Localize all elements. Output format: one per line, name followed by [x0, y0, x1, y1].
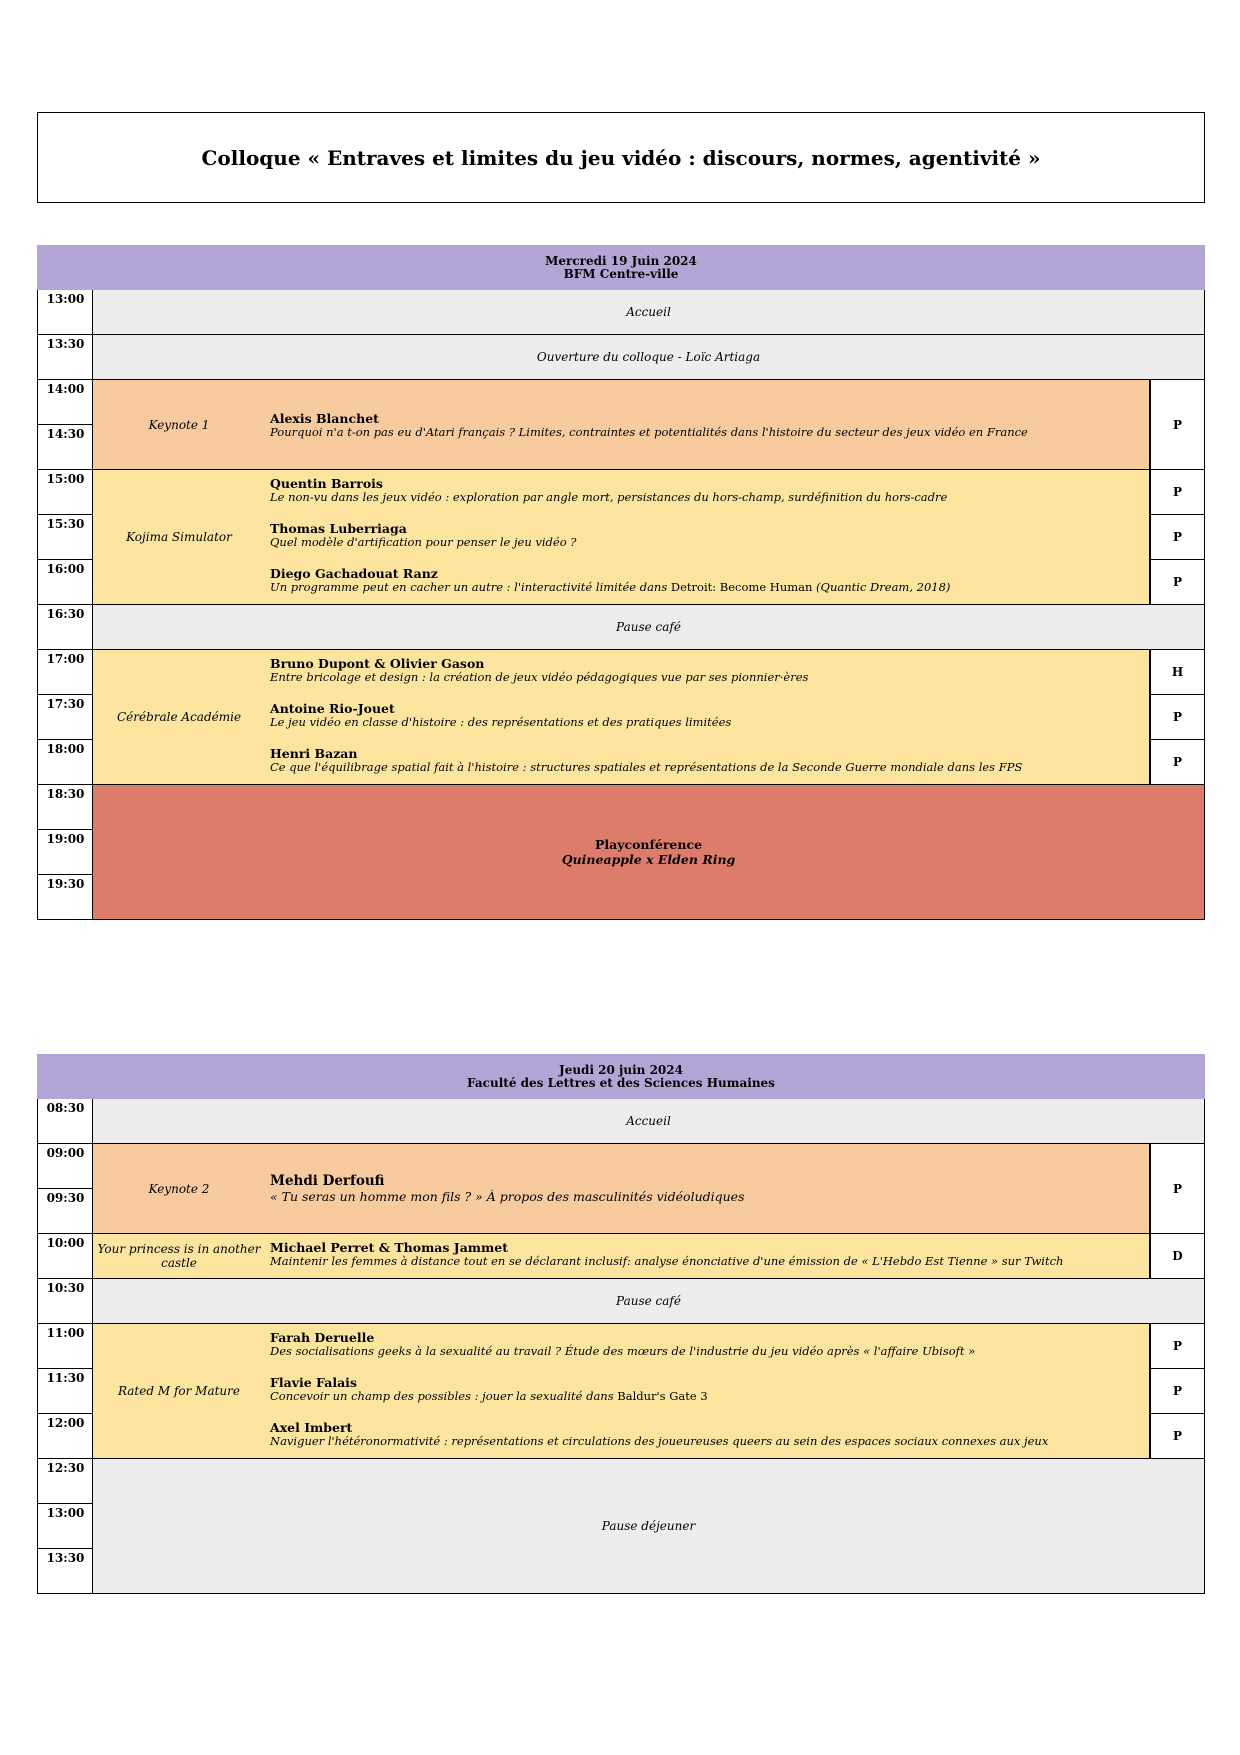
- time-slot: 13:00: [38, 290, 93, 335]
- format-code: P: [1150, 560, 1205, 605]
- speaker-name: Flavie Falais: [270, 1375, 357, 1390]
- time-slot: 10:30: [38, 1279, 93, 1324]
- time-slot: 18:30: [38, 785, 93, 830]
- time-slot: 15:30: [38, 515, 93, 560]
- day2-place: Faculté des Lettres et des Sciences Humaines: [467, 1075, 775, 1090]
- talk-item: [270, 1241, 1150, 1268]
- playconference-subtitle: Quineapple x Elden Ring: [561, 852, 736, 867]
- talk-item: [270, 412, 1150, 439]
- day1-time-column: [37, 290, 93, 920]
- time-slot: 17:30: [38, 695, 93, 740]
- talk-title-part: (Quantic Dream, 2018): [812, 580, 951, 594]
- format-code: P: [1150, 1324, 1205, 1369]
- day1-accueil: [93, 290, 1205, 335]
- time-slot: 18:00: [38, 740, 93, 785]
- day1-place: BFM Centre-ville: [563, 266, 679, 281]
- format-code: P: [1150, 1414, 1205, 1459]
- format-code: D: [1150, 1234, 1205, 1279]
- talk-title: Le jeu vidéo en classe d'histoire : des représentations et des pratiques limitées: [270, 715, 732, 729]
- day2-time-column: [37, 1099, 93, 1594]
- time-slot: 19:00: [38, 830, 93, 875]
- speaker-name: Michael Perret & Thomas Jammet: [270, 1240, 508, 1255]
- day2-keynote-block: [93, 1144, 1150, 1234]
- time-slot: 14:30: [38, 425, 93, 470]
- talk-item: [270, 747, 1150, 774]
- talk-item: [270, 1173, 1150, 1204]
- session-label: Cérébrale Académie: [116, 710, 242, 724]
- ouverture-label: Ouverture du colloque - Loïc Artiaga: [536, 350, 761, 364]
- time-slot: 13:30: [38, 335, 93, 380]
- format-code: P: [1150, 1144, 1205, 1234]
- time-slot: 12:30: [38, 1459, 93, 1504]
- game-title: Detroit: Become Human: [670, 580, 813, 594]
- talk-item: [270, 567, 1150, 594]
- talk-title: [270, 1390, 1150, 1403]
- accueil-label: Accueil: [626, 1114, 671, 1128]
- speaker-name: Mehdi Derfoufi: [270, 1173, 385, 1189]
- day2-header: [37, 1054, 1205, 1099]
- time-slot: 19:30: [38, 875, 93, 920]
- day2-accueil: [93, 1099, 1205, 1144]
- game-title: Baldur's Gate 3: [617, 1389, 708, 1403]
- pause-label: Pause café: [616, 620, 681, 634]
- speaker-name: Farah Deruelle: [270, 1330, 375, 1345]
- talk-title: Naviguer l'hétéronormativité : représentations et circulations des joueureuses queers au sein des espaces sociaux connexes aux jeux: [270, 1434, 1049, 1448]
- speaker-name: Diego Gachadouat Ranz: [270, 566, 438, 581]
- talk-title: Ce que l'équilibrage spatial fait à l'histoire : structures spatiales et représentations de la Seconde Guerre mondiale dans les FPS: [270, 760, 1023, 774]
- talk-title: Quel modèle d'artification pour penser le jeu vidéo ?: [270, 535, 577, 549]
- talk-title: [270, 581, 1150, 594]
- talk-item: [270, 657, 1150, 684]
- accueil-label: Accueil: [626, 305, 671, 319]
- speaker-name: Alexis Blanchet: [270, 411, 379, 426]
- time-slot: 16:30: [38, 605, 93, 650]
- speaker-name: Bruno Dupont & Olivier Gason: [270, 656, 485, 671]
- talk-title: Maintenir les femmes à distance tout en se déclarant inclusif: analyse énonciative d'une émission de « L'Hebdo Est Tienne » sur Twitch: [270, 1254, 1064, 1268]
- session-label: Keynote 1: [148, 417, 210, 432]
- session-label: Kojima Simulator: [126, 530, 232, 544]
- day2-session-princess: [93, 1234, 1150, 1279]
- speaker-name: Quentin Barrois: [270, 476, 383, 491]
- speaker-name: Thomas Luberriaga: [270, 521, 407, 536]
- format-code: H: [1150, 650, 1205, 695]
- day1-date: Mercredi 19 Juin 2024: [545, 253, 697, 268]
- format-code: P: [1150, 470, 1205, 515]
- talk-title: Entre bricolage et design : la création de jeux vidéo pédagogiques vue par ses pionnier·ères: [270, 670, 809, 684]
- document-title: Colloque « Entraves et limites du jeu vidéo : discours, normes, agentivité »: [37, 112, 1205, 203]
- talk-title: Pourquoi n'a t-on pas eu d'Atari français ? Limites, contraintes et potentialités dans l'histoire du secteur des jeux vidéo en France: [270, 425, 1028, 439]
- speaker-name: Axel Imbert: [270, 1420, 353, 1435]
- talk-item: [270, 477, 1150, 504]
- talk-item: [270, 1376, 1150, 1403]
- time-slot: 14:00: [38, 380, 93, 425]
- talk-title: Des socialisations geeks à la sexualité au travail ? Étude des mœurs de l'industrie du jeu vidéo après « l'affaire Ubisoft »: [270, 1344, 976, 1358]
- talk-title-part: Un programme peut en cacher un autre : l'interactivité limitée dans: [270, 580, 671, 594]
- day2-date: Jeudi 20 juin 2024: [559, 1062, 683, 1077]
- time-slot: 15:00: [38, 470, 93, 515]
- time-slot: 10:00: [38, 1234, 93, 1279]
- time-slot: 13:00: [38, 1504, 93, 1549]
- lunch-label: Pause déjeuner: [601, 1519, 696, 1533]
- day2-pause-cafe: [93, 1279, 1205, 1324]
- time-slot: 09:30: [38, 1189, 93, 1234]
- talk-item: [270, 1421, 1150, 1448]
- talk-title-part: Concevoir un champ des possibles : jouer la sexualité dans: [270, 1389, 618, 1403]
- day2-pause-dejeuner: [93, 1459, 1205, 1594]
- time-slot: 13:30: [38, 1549, 93, 1594]
- speaker-name: Henri Bazan: [270, 746, 358, 761]
- day1-session-kojima: [93, 470, 1150, 605]
- speaker-name: Antoine Rio-Jouet: [270, 701, 395, 716]
- time-slot: 08:30: [38, 1099, 93, 1144]
- time-slot: 11:00: [38, 1324, 93, 1369]
- talk-item: [270, 522, 1150, 549]
- session-label: Your princess is in another castle: [97, 1242, 261, 1270]
- session-label: Rated M for Mature: [117, 1384, 241, 1398]
- day1-playconference: [93, 785, 1205, 920]
- time-slot: 17:00: [38, 650, 93, 695]
- session-label: Keynote 2: [148, 1181, 210, 1196]
- talk-item: [270, 702, 1150, 729]
- pause-label: Pause café: [616, 1294, 681, 1308]
- day1-keynote-block: [93, 380, 1150, 470]
- format-code: P: [1150, 515, 1205, 560]
- playconference-title: Playconférence: [594, 837, 703, 852]
- day1-ouverture: [93, 335, 1205, 380]
- talk-title: « Tu seras un homme mon fils ? » À propos des masculinités vidéoludiques: [270, 1189, 745, 1204]
- day1-pause-cafe: [93, 605, 1205, 650]
- time-slot: 11:30: [38, 1369, 93, 1414]
- talk-item: [270, 1331, 1150, 1358]
- format-code: P: [1150, 1369, 1205, 1414]
- day1-session-cerebrale: [93, 650, 1150, 785]
- format-code: P: [1150, 380, 1205, 470]
- time-slot: 12:00: [38, 1414, 93, 1459]
- format-code: P: [1150, 740, 1205, 785]
- day2-session-rated-m: [93, 1324, 1150, 1459]
- time-slot: 16:00: [38, 560, 93, 605]
- time-slot: 09:00: [38, 1144, 93, 1189]
- format-code: P: [1150, 695, 1205, 740]
- talk-title: Le non-vu dans les jeux vidéo : exploration par angle mort, persistances du hors-champ, surdéfinition du hors-cadre: [270, 490, 948, 504]
- day1-header: [37, 245, 1205, 290]
